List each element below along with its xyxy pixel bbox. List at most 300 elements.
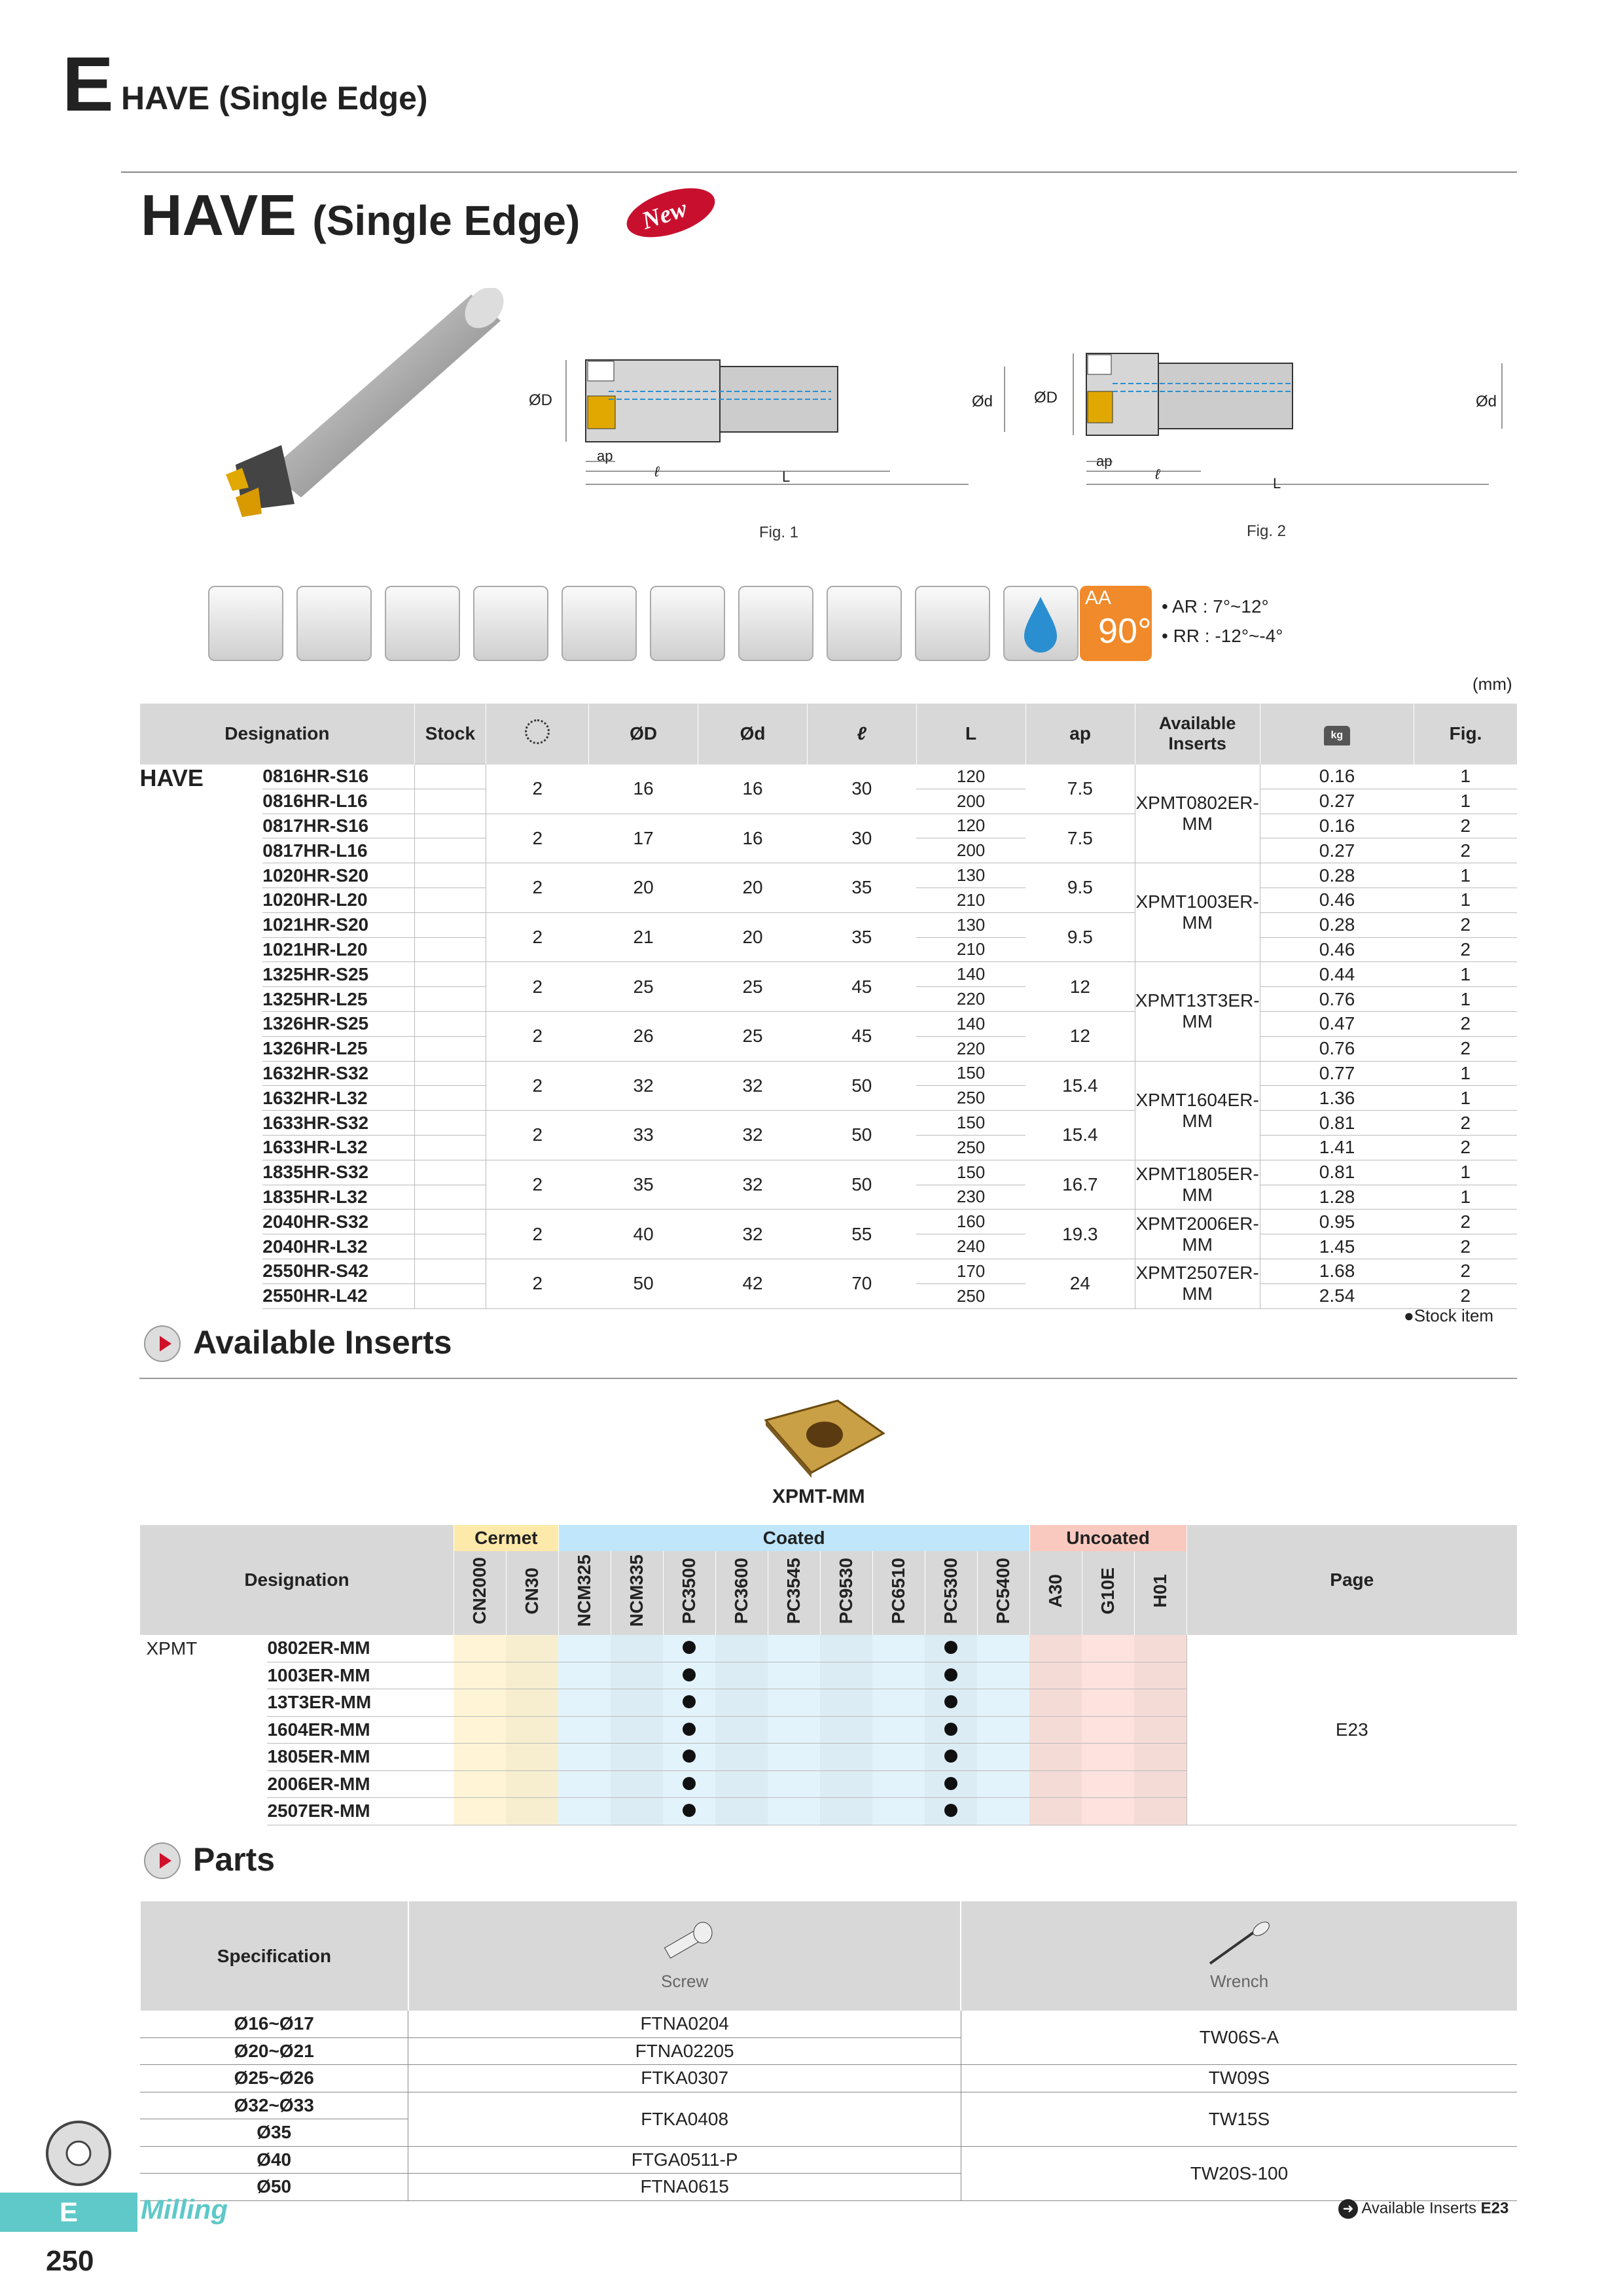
grade-cell bbox=[611, 1716, 663, 1744]
fig2-ap-label: ap bbox=[1096, 453, 1113, 469]
stock-cell bbox=[414, 987, 486, 1012]
coolant-icon bbox=[1003, 586, 1079, 661]
grade-cell bbox=[663, 1662, 715, 1689]
spec-D-cell: 21 bbox=[589, 912, 698, 962]
weight-cell: 0.47 bbox=[1260, 1011, 1414, 1036]
chapter-title: HAVE (Single Edge) bbox=[121, 80, 428, 117]
designation-cell: 2040HR-S32 bbox=[262, 1210, 414, 1234]
grade-cell bbox=[1134, 1635, 1186, 1662]
grade-label: PC3545 bbox=[783, 1557, 804, 1624]
fig2-d-label: Ød bbox=[1476, 393, 1497, 410]
screw-label: Screw bbox=[661, 1971, 709, 1991]
spec-D-cell: 33 bbox=[589, 1111, 698, 1160]
screw-cell: FTNA0615 bbox=[408, 2174, 961, 2201]
grade-cell bbox=[454, 1744, 506, 1771]
length-cell: 210 bbox=[916, 937, 1026, 962]
fig2-drawing bbox=[1041, 340, 1512, 497]
grade-cell bbox=[1134, 1689, 1186, 1717]
grade-label: CN30 bbox=[522, 1567, 543, 1615]
grade-cell bbox=[506, 1635, 558, 1662]
ins-col-page: Page bbox=[1186, 1525, 1517, 1635]
col-fig: Fig. bbox=[1414, 704, 1517, 764]
fig2-L-label: L bbox=[1273, 475, 1281, 492]
grade-label: CN2000 bbox=[469, 1557, 490, 1624]
spec-z-cell: 2 bbox=[486, 1061, 589, 1111]
grade-cell bbox=[977, 1635, 1029, 1662]
spec-cell: Ø50 bbox=[140, 2174, 408, 2201]
ap-cell: 9.5 bbox=[1026, 863, 1135, 913]
insert-grade-table bbox=[139, 1525, 1517, 1825]
spec-z-cell: 2 bbox=[486, 814, 589, 863]
col-stock: Stock bbox=[414, 704, 486, 764]
length-cell: 240 bbox=[916, 1234, 1026, 1259]
inserts-divider bbox=[139, 1378, 1517, 1379]
length-cell: 200 bbox=[916, 789, 1026, 814]
grade-cell bbox=[820, 1798, 872, 1825]
parts-section-title: Parts bbox=[193, 1841, 276, 1878]
grade-header bbox=[820, 1551, 872, 1635]
grade-cell bbox=[925, 1662, 977, 1689]
spec-l-cell: 55 bbox=[807, 1210, 916, 1259]
length-cell: 130 bbox=[916, 912, 1026, 937]
grade-cell bbox=[872, 1662, 925, 1689]
grade-cell bbox=[872, 1716, 925, 1744]
ins-col-coated: Coated bbox=[558, 1525, 1029, 1551]
ap-cell: 24 bbox=[1026, 1259, 1135, 1308]
footer-category: Milling bbox=[141, 2194, 228, 2225]
weight-cell: 0.28 bbox=[1260, 912, 1414, 937]
length-cell: 210 bbox=[916, 888, 1026, 912]
fig-cell: 2 bbox=[1414, 1111, 1517, 1136]
grade-cell bbox=[1082, 1716, 1134, 1744]
spec-cell: Ø25~Ø26 bbox=[140, 2065, 408, 2092]
fig1-l-label: ℓ bbox=[654, 463, 660, 480]
grade-cell bbox=[558, 1744, 611, 1771]
grade-cell bbox=[1029, 1689, 1082, 1717]
spec-D-cell: 16 bbox=[589, 764, 698, 814]
fig-cell: 1 bbox=[1414, 863, 1517, 888]
weight-cell: 0.76 bbox=[1260, 1036, 1414, 1061]
length-cell: 220 bbox=[916, 987, 1026, 1012]
parts-col-wrench bbox=[961, 1901, 1517, 2011]
grade-cell bbox=[1029, 1744, 1082, 1771]
ap-cell: 12 bbox=[1026, 1011, 1135, 1061]
plunge-milling-icon bbox=[827, 586, 902, 661]
grade-header bbox=[1134, 1551, 1186, 1635]
stock-cell bbox=[414, 1086, 486, 1111]
grade-cell bbox=[925, 1744, 977, 1771]
col-L: L bbox=[916, 704, 1026, 764]
helical-milling-icon bbox=[650, 586, 725, 661]
screw-cell: FTKA0408 bbox=[408, 2092, 961, 2146]
grade-cell bbox=[611, 1689, 663, 1717]
grade-header bbox=[1029, 1551, 1082, 1635]
grade-header bbox=[611, 1551, 663, 1635]
stock-cell bbox=[414, 888, 486, 912]
grade-header bbox=[454, 1551, 506, 1635]
grade-cell bbox=[1029, 1798, 1082, 1825]
grade-cell bbox=[558, 1798, 611, 1825]
spec-d-cell: 32 bbox=[698, 1210, 808, 1259]
stock-cell bbox=[414, 1111, 486, 1136]
grade-cell bbox=[820, 1770, 872, 1798]
grade-cell bbox=[925, 1770, 977, 1798]
grade-cell bbox=[820, 1716, 872, 1744]
stock-cell bbox=[414, 814, 486, 838]
spec-d-cell: 32 bbox=[698, 1160, 808, 1210]
ap-cell: 12 bbox=[1026, 962, 1135, 1012]
spec-D-cell: 17 bbox=[589, 814, 698, 863]
grade-cell bbox=[715, 1770, 768, 1798]
parts-col-screw bbox=[408, 1901, 961, 2011]
stock-cell bbox=[414, 1036, 486, 1061]
length-cell: 200 bbox=[916, 838, 1026, 863]
group-label: HAVE bbox=[139, 764, 204, 791]
weight-cell: 0.76 bbox=[1260, 987, 1414, 1012]
spec-D-cell: 32 bbox=[589, 1061, 698, 1111]
grade-header bbox=[925, 1551, 977, 1635]
header-divider bbox=[121, 171, 1517, 173]
table-row bbox=[140, 912, 1518, 937]
table-row bbox=[140, 1635, 1518, 1662]
grade-cell bbox=[768, 1635, 820, 1662]
weight-cell: 0.95 bbox=[1260, 1210, 1414, 1234]
page-title bbox=[141, 183, 580, 247]
grade-cell bbox=[1082, 1689, 1134, 1717]
stock-dot-icon bbox=[683, 1641, 696, 1654]
new-badge-icon bbox=[622, 180, 720, 242]
chapter-letter: E bbox=[62, 41, 114, 128]
length-cell: 130 bbox=[916, 863, 1026, 888]
grade-cell bbox=[925, 1798, 977, 1825]
grade-header bbox=[506, 1551, 558, 1635]
grade-cell bbox=[454, 1770, 506, 1798]
grade-cell bbox=[1134, 1744, 1186, 1771]
fig2-caption: Fig. 2 bbox=[1247, 522, 1287, 540]
spec-l-cell: 50 bbox=[807, 1111, 916, 1160]
spec-d-cell: 20 bbox=[698, 863, 808, 913]
grade-label: G10E bbox=[1097, 1567, 1118, 1615]
grade-cell bbox=[663, 1635, 715, 1662]
grade-cell bbox=[1029, 1662, 1082, 1689]
insert-designation-cell: 2006ER-MM bbox=[267, 1770, 454, 1798]
page-number: 250 bbox=[46, 2245, 94, 2277]
spec-cell: Ø40 bbox=[140, 2146, 408, 2174]
spec-d-cell: 25 bbox=[698, 962, 808, 1012]
table-row bbox=[140, 1210, 1518, 1234]
grade-cell bbox=[506, 1689, 558, 1717]
grade-cell bbox=[663, 1798, 715, 1825]
grade-cell bbox=[872, 1744, 925, 1771]
fig-cell: 1 bbox=[1414, 1160, 1517, 1185]
spec-d-cell: 16 bbox=[698, 764, 808, 814]
table-row bbox=[140, 1011, 1518, 1036]
insert-group-cell bbox=[140, 1635, 268, 1662]
grade-cell bbox=[977, 1798, 1029, 1825]
stock-cell bbox=[414, 1259, 486, 1283]
grade-cell bbox=[977, 1689, 1029, 1717]
col-designation: Designation bbox=[140, 704, 415, 764]
grade-label: NCM335 bbox=[626, 1554, 647, 1627]
grade-label: NCM325 bbox=[574, 1554, 595, 1627]
grade-header bbox=[1082, 1551, 1134, 1635]
ins-col-designation: Designation bbox=[140, 1525, 454, 1635]
face-milling-icon bbox=[296, 586, 372, 661]
fig1-ap-label: ap bbox=[597, 448, 613, 464]
section-arrow-icon bbox=[144, 1842, 181, 1879]
grade-cell bbox=[768, 1716, 820, 1744]
grade-cell bbox=[611, 1770, 663, 1798]
grade-cell bbox=[715, 1798, 768, 1825]
fig-cell: 2 bbox=[1414, 937, 1517, 962]
grade-cell bbox=[558, 1662, 611, 1689]
grade-cell bbox=[715, 1635, 768, 1662]
designation-cell: 1021HR-S20 bbox=[262, 912, 414, 937]
fig-cell: 1 bbox=[1414, 962, 1517, 987]
length-cell: 120 bbox=[916, 764, 1026, 789]
col-l: ℓ bbox=[807, 704, 916, 764]
insert-cell: XPMT13T3ER-MM bbox=[1135, 962, 1260, 1061]
pocket-milling-icon bbox=[738, 586, 813, 661]
ramping-icon bbox=[562, 586, 637, 661]
weight-cell: 0.16 bbox=[1260, 814, 1414, 838]
insert-cell: XPMT1003ER-MM bbox=[1135, 863, 1260, 962]
fig-cell: 1 bbox=[1414, 1185, 1517, 1210]
fig1-D-label: ØD bbox=[529, 391, 552, 409]
stock-dot-icon bbox=[683, 1804, 696, 1817]
spec-d-cell: 32 bbox=[698, 1111, 808, 1160]
spec-z-cell: 2 bbox=[486, 1111, 589, 1160]
spec-D-cell: 40 bbox=[589, 1210, 698, 1259]
grade-cell bbox=[506, 1662, 558, 1689]
designation-cell: 0816HR-S16 bbox=[262, 764, 414, 789]
designation-cell: 1835HR-L32 bbox=[262, 1185, 414, 1210]
grade-cell bbox=[872, 1798, 925, 1825]
grade-cell bbox=[663, 1770, 715, 1798]
designation-cell: 0817HR-L16 bbox=[262, 838, 414, 863]
fig-cell: 2 bbox=[1414, 912, 1517, 937]
stock-dot-icon bbox=[944, 1804, 957, 1817]
grade-label: PC5400 bbox=[993, 1557, 1014, 1624]
fig-cell: 1 bbox=[1414, 888, 1517, 912]
stock-dot-icon bbox=[944, 1749, 957, 1763]
spec-z-cell: 2 bbox=[486, 764, 589, 814]
ins-col-uncoated: Uncoated bbox=[1029, 1525, 1186, 1551]
spec-D-cell: 20 bbox=[589, 863, 698, 913]
length-cell: 150 bbox=[916, 1061, 1026, 1086]
spec-cell: Ø35 bbox=[140, 2119, 408, 2147]
col-ap: ap bbox=[1026, 704, 1135, 764]
length-cell: 250 bbox=[916, 1086, 1026, 1111]
footer-tab: E bbox=[0, 2193, 137, 2232]
length-cell: 250 bbox=[916, 1283, 1026, 1308]
length-cell: 230 bbox=[916, 1185, 1026, 1210]
designation-cell: 1325HR-S25 bbox=[262, 962, 414, 987]
fig-cell: 2 bbox=[1414, 1011, 1517, 1036]
spec-D-cell: 35 bbox=[589, 1160, 698, 1210]
grade-cell bbox=[506, 1716, 558, 1744]
circular-milling-icon bbox=[915, 586, 990, 661]
weight-cell: 1.68 bbox=[1260, 1259, 1414, 1283]
grade-cell bbox=[454, 1689, 506, 1717]
grade-cell bbox=[1029, 1635, 1082, 1662]
grade-cell bbox=[506, 1770, 558, 1798]
grade-cell bbox=[768, 1770, 820, 1798]
insert-designation-cell: 1003ER-MM bbox=[267, 1662, 454, 1689]
col-inserts: Available Inserts bbox=[1135, 704, 1260, 764]
fig-cell: 2 bbox=[1414, 1210, 1517, 1234]
stock-dot-icon bbox=[944, 1723, 957, 1736]
stock-note: ●Stock item bbox=[1404, 1306, 1494, 1325]
grade-cell bbox=[558, 1770, 611, 1798]
wrench-label: Wrench bbox=[1210, 1971, 1269, 1991]
designation-cell: 1020HR-L20 bbox=[262, 888, 414, 912]
insert-group-cell bbox=[140, 1716, 268, 1744]
grade-cell bbox=[611, 1635, 663, 1662]
grade-cell bbox=[558, 1716, 611, 1744]
weight-cell: 2.54 bbox=[1260, 1283, 1414, 1308]
stock-cell bbox=[414, 937, 486, 962]
stock-cell bbox=[414, 912, 486, 937]
col-teeth bbox=[486, 704, 589, 764]
wrench-cell: TW15S bbox=[961, 2092, 1517, 2146]
ap-cell: 15.4 bbox=[1026, 1061, 1135, 1111]
stock-cell bbox=[414, 1135, 486, 1160]
table-row bbox=[140, 764, 1518, 789]
grade-cell bbox=[715, 1689, 768, 1717]
insert-group-cell bbox=[140, 1689, 268, 1717]
table-row bbox=[140, 1259, 1518, 1283]
weight-cell: 0.46 bbox=[1260, 937, 1414, 962]
stock-cell bbox=[414, 1185, 486, 1210]
grade-cell bbox=[925, 1635, 977, 1662]
grade-label: PC3500 bbox=[679, 1557, 700, 1624]
spec-d-cell: 32 bbox=[698, 1061, 808, 1111]
fig2-l-label: ℓ bbox=[1155, 466, 1160, 482]
spec-l-cell: 30 bbox=[807, 814, 916, 863]
grade-cell bbox=[1134, 1770, 1186, 1798]
weight-cell: 0.27 bbox=[1260, 838, 1414, 863]
weight-cell: 0.16 bbox=[1260, 764, 1414, 789]
grade-cell bbox=[820, 1662, 872, 1689]
fig2-D-label: ØD bbox=[1034, 389, 1058, 406]
stock-cell bbox=[414, 1061, 486, 1086]
spec-cell: Ø16~Ø17 bbox=[140, 2011, 408, 2037]
grade-cell bbox=[1082, 1798, 1134, 1825]
cutter-thumbnail-icon bbox=[39, 2117, 118, 2189]
designation-cell: 1835HR-S32 bbox=[262, 1160, 414, 1185]
insert-photo bbox=[759, 1394, 890, 1479]
weight-cell: 0.77 bbox=[1260, 1061, 1414, 1086]
stock-dot-icon bbox=[683, 1749, 696, 1763]
inserts-section-title: Available Inserts bbox=[193, 1324, 452, 1361]
ap-cell: 16.7 bbox=[1026, 1160, 1135, 1210]
grade-cell bbox=[663, 1689, 715, 1717]
insert-designation-cell: 1805ER-MM bbox=[267, 1744, 454, 1771]
ins-col-cermet: Cermet bbox=[454, 1525, 558, 1551]
grade-header bbox=[715, 1551, 768, 1635]
grade-label: PC9530 bbox=[836, 1557, 857, 1624]
spec-l-cell: 70 bbox=[807, 1259, 916, 1308]
grade-cell bbox=[1082, 1744, 1134, 1771]
grade-cell bbox=[872, 1635, 925, 1662]
fig-cell: 1 bbox=[1414, 1086, 1517, 1111]
fig1-caption: Fig. 1 bbox=[759, 524, 799, 541]
designation-cell: 2550HR-S42 bbox=[262, 1259, 414, 1283]
grade-label: PC3600 bbox=[731, 1557, 752, 1624]
screw-cell: FTKA0307 bbox=[408, 2065, 961, 2092]
grade-label: A30 bbox=[1045, 1573, 1066, 1608]
spec-l-cell: 35 bbox=[807, 863, 916, 913]
parts-col-spec: Specification bbox=[140, 1901, 408, 2011]
wrench-cell: TW20S-100 bbox=[961, 2146, 1517, 2200]
stock-dot-icon bbox=[683, 1777, 696, 1790]
insert-designation-cell: 1604ER-MM bbox=[267, 1716, 454, 1744]
stock-dot-icon bbox=[944, 1641, 957, 1654]
grade-cell bbox=[663, 1744, 715, 1771]
stock-cell bbox=[414, 764, 486, 789]
fig-cell: 2 bbox=[1414, 1036, 1517, 1061]
length-cell: 140 bbox=[916, 1011, 1026, 1036]
stock-cell bbox=[414, 962, 486, 987]
tool-photo bbox=[196, 288, 504, 524]
fig-cell: 1 bbox=[1414, 987, 1517, 1012]
aa-label: AA bbox=[1085, 587, 1112, 609]
grade-cell bbox=[1134, 1662, 1186, 1689]
stock-dot-icon bbox=[944, 1668, 957, 1681]
insert-cell: XPMT2507ER-MM bbox=[1135, 1259, 1260, 1308]
designation-cell: 0817HR-S16 bbox=[262, 814, 414, 838]
grade-cell bbox=[1082, 1770, 1134, 1798]
spec-l-cell: 30 bbox=[807, 764, 916, 814]
insert-designation-cell: 0802ER-MM bbox=[267, 1635, 454, 1662]
insert-group-cell bbox=[140, 1662, 268, 1689]
insert-cell: XPMT0802ER-MM bbox=[1135, 764, 1260, 863]
screw-cell: FTNA0204 bbox=[408, 2011, 961, 2037]
grade-cell bbox=[611, 1662, 663, 1689]
ref-page: E23 bbox=[1480, 2199, 1509, 2217]
grade-cell bbox=[768, 1744, 820, 1771]
grade-cell bbox=[715, 1744, 768, 1771]
grade-cell bbox=[925, 1716, 977, 1744]
col-D: ØD bbox=[589, 704, 698, 764]
grade-cell bbox=[506, 1798, 558, 1825]
weight-cell: 0.27 bbox=[1260, 789, 1414, 814]
fig-cell: 1 bbox=[1414, 764, 1517, 789]
spec-l-cell: 35 bbox=[807, 912, 916, 962]
grade-cell bbox=[820, 1744, 872, 1771]
aa-value: 90° bbox=[1098, 611, 1152, 651]
grade-cell bbox=[1082, 1635, 1134, 1662]
grade-cell bbox=[715, 1716, 768, 1744]
grade-header bbox=[872, 1551, 925, 1635]
badge-text: New bbox=[638, 194, 690, 235]
insert-designation-cell: 2507ER-MM bbox=[267, 1798, 454, 1825]
spec-l-cell: 50 bbox=[807, 1160, 916, 1210]
fig-cell: 2 bbox=[1414, 1234, 1517, 1259]
grade-cell bbox=[820, 1635, 872, 1662]
length-cell: 220 bbox=[916, 1036, 1026, 1061]
fig-cell: 1 bbox=[1414, 789, 1517, 814]
grade-header bbox=[768, 1551, 820, 1635]
stock-cell bbox=[414, 838, 486, 863]
grade-cell bbox=[1082, 1662, 1134, 1689]
grade-cell bbox=[663, 1716, 715, 1744]
radial-rake-note: • RR : -12°~-4° bbox=[1162, 625, 1283, 646]
length-cell: 160 bbox=[916, 1210, 1026, 1234]
ap-cell: 9.5 bbox=[1026, 912, 1135, 962]
stock-cell bbox=[414, 863, 486, 888]
